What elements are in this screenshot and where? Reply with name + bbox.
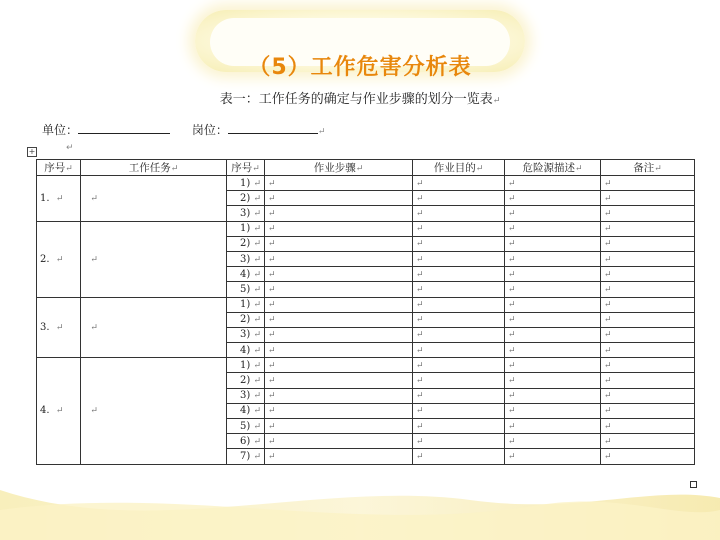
- purpose-cell[interactable]: ↵: [413, 191, 505, 206]
- step-number-cell[interactable]: 6) ↵: [227, 434, 265, 449]
- table-row: [37, 358, 695, 373]
- step-description-cell[interactable]: ↵: [265, 297, 413, 312]
- task-index-cell[interactable]: 3. ↵: [37, 297, 81, 358]
- task-index-cell[interactable]: 1. ↵: [37, 176, 81, 222]
- step-description-cell[interactable]: ↵: [265, 236, 413, 251]
- remarks-cell[interactable]: ↵: [601, 403, 695, 418]
- remarks-cell[interactable]: ↵: [601, 358, 695, 373]
- purpose-cell[interactable]: ↵: [413, 206, 505, 221]
- task-index-cell[interactable]: 2. ↵: [37, 221, 81, 297]
- remarks-cell[interactable]: ↵: [601, 221, 695, 236]
- remarks-cell[interactable]: ↵: [601, 388, 695, 403]
- hazard-description-cell[interactable]: ↵: [505, 267, 601, 282]
- hazard-description-cell[interactable]: ↵: [505, 236, 601, 251]
- step-number-cell[interactable]: 4) ↵: [227, 267, 265, 282]
- step-number-cell[interactable]: 5) ↵: [227, 419, 265, 434]
- step-description-cell[interactable]: ↵: [265, 388, 413, 403]
- paragraph-mark: ↵: [66, 143, 74, 153]
- header-cell: 作业目的↵: [413, 160, 505, 176]
- remarks-cell[interactable]: ↵: [601, 206, 695, 221]
- step-number-cell[interactable]: 1) ↵: [227, 176, 265, 191]
- remarks-cell[interactable]: ↵: [601, 251, 695, 266]
- step-description-cell[interactable]: ↵: [265, 206, 413, 221]
- step-number-cell[interactable]: 3) ↵: [227, 206, 265, 221]
- remarks-cell[interactable]: ↵: [601, 267, 695, 282]
- remarks-cell[interactable]: ↵: [601, 419, 695, 434]
- remarks-cell[interactable]: ↵: [601, 434, 695, 449]
- step-description-cell[interactable]: ↵: [265, 373, 413, 388]
- remarks-cell[interactable]: ↵: [601, 373, 695, 388]
- header-cell: 序号↵: [37, 160, 81, 176]
- table-anchor-icon[interactable]: +: [28, 147, 36, 156]
- hazard-description-cell[interactable]: ↵: [505, 327, 601, 342]
- purpose-cell[interactable]: ↵: [413, 449, 505, 464]
- task-index-cell[interactable]: 4. ↵: [37, 358, 81, 464]
- purpose-cell[interactable]: ↵: [413, 251, 505, 266]
- step-description-cell[interactable]: ↵: [265, 327, 413, 342]
- table-header-row: [37, 160, 695, 176]
- remarks-cell[interactable]: ↵: [601, 282, 695, 297]
- step-description-cell[interactable]: ↵: [265, 282, 413, 297]
- step-description-cell[interactable]: ↵: [265, 403, 413, 418]
- table-caption: 表一：工作任务的确定与作业步骤的划分一览表↵: [219, 92, 501, 107]
- hazard-description-cell[interactable]: ↵: [505, 206, 601, 221]
- hazard-description-cell[interactable]: ↵: [505, 449, 601, 464]
- header-cell: 工作任务↵: [81, 160, 227, 176]
- step-number-cell[interactable]: 3) ↵: [227, 251, 265, 266]
- remarks-cell[interactable]: ↵: [601, 327, 695, 342]
- page-title: （5）工作危害分析表: [248, 55, 472, 80]
- purpose-cell[interactable]: ↵: [413, 419, 505, 434]
- hazard-description-cell[interactable]: ↵: [505, 191, 601, 206]
- hazard-description-cell[interactable]: ↵: [505, 221, 601, 236]
- header-cell: 序号↵: [227, 160, 265, 176]
- step-number-cell[interactable]: 1) ↵: [227, 221, 265, 236]
- step-number-cell[interactable]: 4) ↵: [227, 403, 265, 418]
- header-cell: 作业步骤↵: [265, 160, 413, 176]
- step-description-cell[interactable]: ↵: [265, 176, 413, 191]
- purpose-cell[interactable]: ↵: [413, 297, 505, 312]
- remarks-cell[interactable]: ↵: [601, 297, 695, 312]
- step-description-cell[interactable]: ↵: [265, 449, 413, 464]
- step-number-cell[interactable]: 7) ↵: [227, 449, 265, 464]
- remarks-cell[interactable]: ↵: [601, 191, 695, 206]
- bottom-wave-decoration: [0, 480, 720, 540]
- remarks-cell[interactable]: ↵: [601, 343, 695, 358]
- purpose-cell[interactable]: ↵: [413, 403, 505, 418]
- hazard-description-cell[interactable]: ↵: [505, 403, 601, 418]
- work-task-cell[interactable]: ↵: [81, 176, 227, 222]
- remarks-cell[interactable]: ↵: [601, 312, 695, 327]
- purpose-cell[interactable]: ↵: [413, 388, 505, 403]
- purpose-cell[interactable]: ↵: [413, 373, 505, 388]
- step-number-cell[interactable]: 1) ↵: [227, 297, 265, 312]
- step-number-cell[interactable]: 1) ↵: [227, 358, 265, 373]
- remarks-cell[interactable]: ↵: [601, 176, 695, 191]
- step-number-cell[interactable]: 2) ↵: [227, 312, 265, 327]
- hazard-description-cell[interactable]: ↵: [505, 373, 601, 388]
- step-description-cell[interactable]: ↵: [265, 191, 413, 206]
- table-row: [37, 176, 695, 191]
- step-number-cell[interactable]: 5) ↵: [227, 282, 265, 297]
- form-fields: [42, 121, 343, 138]
- step-description-cell[interactable]: ↵: [265, 434, 413, 449]
- step-number-cell[interactable]: 2) ↵: [227, 191, 265, 206]
- position-field[interactable]: 岗位： ↵: [191, 123, 326, 137]
- purpose-cell[interactable]: ↵: [413, 434, 505, 449]
- step-description-cell[interactable]: ↵: [265, 312, 413, 327]
- purpose-cell[interactable]: ↵: [413, 282, 505, 297]
- work-task-cell[interactable]: ↵: [81, 358, 227, 464]
- hazard-description-cell[interactable]: ↵: [505, 297, 601, 312]
- purpose-cell[interactable]: ↵: [413, 358, 505, 373]
- hazard-description-cell[interactable]: ↵: [505, 312, 601, 327]
- step-description-cell[interactable]: ↵: [265, 267, 413, 282]
- purpose-cell[interactable]: ↵: [413, 343, 505, 358]
- purpose-cell[interactable]: ↵: [413, 221, 505, 236]
- table-row: [37, 297, 695, 312]
- step-description-cell[interactable]: ↵: [265, 343, 413, 358]
- step-description-cell[interactable]: ↵: [265, 358, 413, 373]
- step-number-cell[interactable]: 3) ↵: [227, 388, 265, 403]
- purpose-cell[interactable]: ↵: [413, 236, 505, 251]
- step-number-cell[interactable]: 2) ↵: [227, 236, 265, 251]
- work-task-cell[interactable]: ↵: [81, 297, 227, 358]
- purpose-cell[interactable]: ↵: [413, 176, 505, 191]
- hazard-description-cell[interactable]: ↵: [505, 358, 601, 373]
- work-task-cell[interactable]: ↵: [81, 221, 227, 297]
- remarks-cell[interactable]: ↵: [601, 236, 695, 251]
- hazard-description-cell[interactable]: ↵: [505, 388, 601, 403]
- purpose-cell[interactable]: ↵: [413, 312, 505, 327]
- hazard-description-cell[interactable]: ↵: [505, 419, 601, 434]
- step-number-cell[interactable]: 4) ↵: [227, 343, 265, 358]
- hazard-analysis-table: [36, 159, 695, 465]
- hazard-description-cell[interactable]: ↵: [505, 434, 601, 449]
- hazard-description-cell[interactable]: ↵: [505, 282, 601, 297]
- header-cell: 危险源描述↵: [505, 160, 601, 176]
- hazard-description-cell[interactable]: ↵: [505, 251, 601, 266]
- step-description-cell[interactable]: ↵: [265, 419, 413, 434]
- table-row: [37, 221, 695, 236]
- table-resize-handle[interactable]: [690, 481, 697, 488]
- purpose-cell[interactable]: ↵: [413, 327, 505, 342]
- step-description-cell[interactable]: ↵: [265, 221, 413, 236]
- unit-field[interactable]: 单位：: [42, 121, 170, 138]
- step-number-cell[interactable]: 2) ↵: [227, 373, 265, 388]
- step-description-cell[interactable]: ↵: [265, 251, 413, 266]
- hazard-description-cell[interactable]: ↵: [505, 343, 601, 358]
- step-number-cell[interactable]: 3) ↵: [227, 327, 265, 342]
- header-cell: 备注↵: [601, 160, 695, 176]
- hazard-description-cell[interactable]: ↵: [505, 176, 601, 191]
- remarks-cell[interactable]: ↵: [601, 449, 695, 464]
- purpose-cell[interactable]: ↵: [413, 267, 505, 282]
